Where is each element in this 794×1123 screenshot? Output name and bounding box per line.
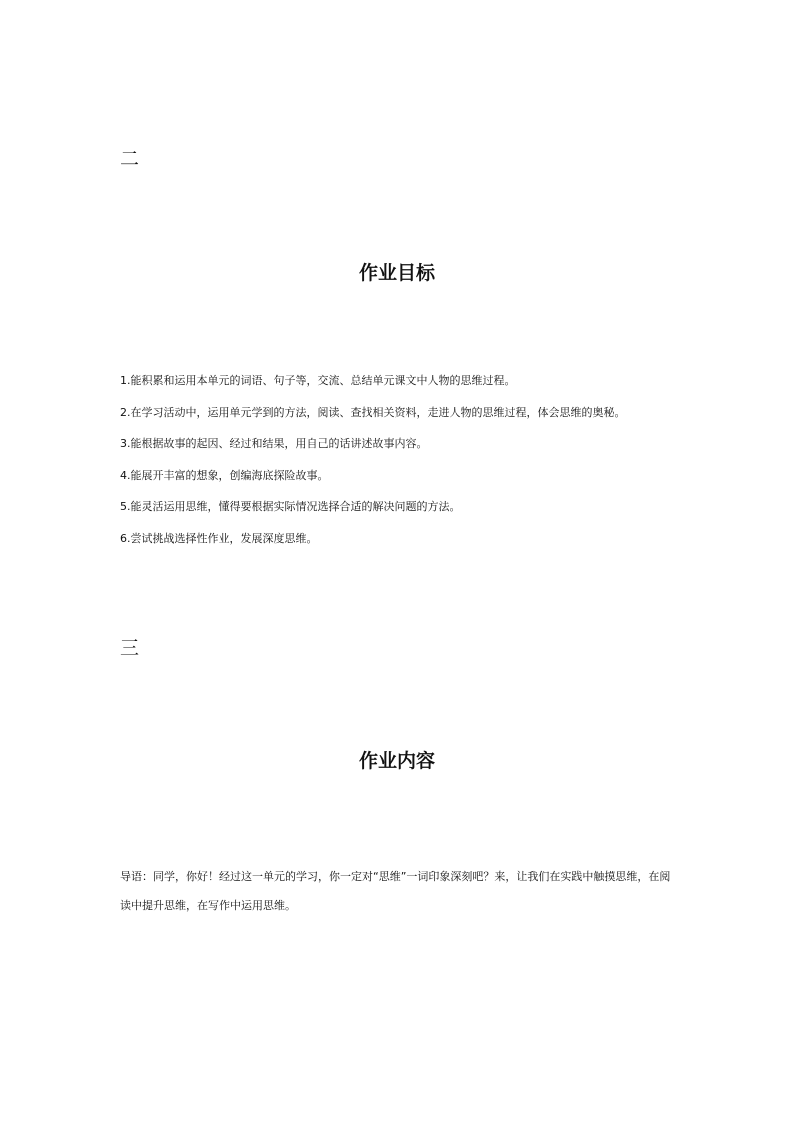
intro-paragraph: 导语：同学，你好！经过这一单元的学习，你一定对“思维”一词印象深刻吧？来，让我们在实践中触摸思维，在阅读中提升思维，在写作中运用思维。 xyxy=(120,870,671,912)
section-title-goals: 作业目标 xyxy=(358,262,435,284)
goal-item: 5.能灵活运用思维，懂得要根据实际情况选择合适的解决问题的方法。 xyxy=(120,500,461,513)
goal-item: 6.尝试挑战选择性作业，发展深度思维。 xyxy=(120,531,318,545)
section-title-content: 作业内容 xyxy=(358,750,435,772)
goal-item: 2.在学习活动中，运用单元学到的方法，阅读、查找相关资料，走进人物的思维过程，体会思维的奥秘。 xyxy=(120,405,626,419)
goal-item: 3.能根据故事的起因、经过和结果，用自己的话讲述故事内容。 xyxy=(120,437,428,450)
goal-item: 1.能积累和运用本单元的词语、句子等，交流、总结单元课文中人物的思维过程。 xyxy=(120,374,516,387)
section-number-3: 三 xyxy=(120,637,140,659)
section-number-2: 二 xyxy=(120,148,140,170)
goals-list xyxy=(120,373,680,562)
goal-item: 4.能展开丰富的想象，创编海底探险故事。 xyxy=(120,468,329,482)
